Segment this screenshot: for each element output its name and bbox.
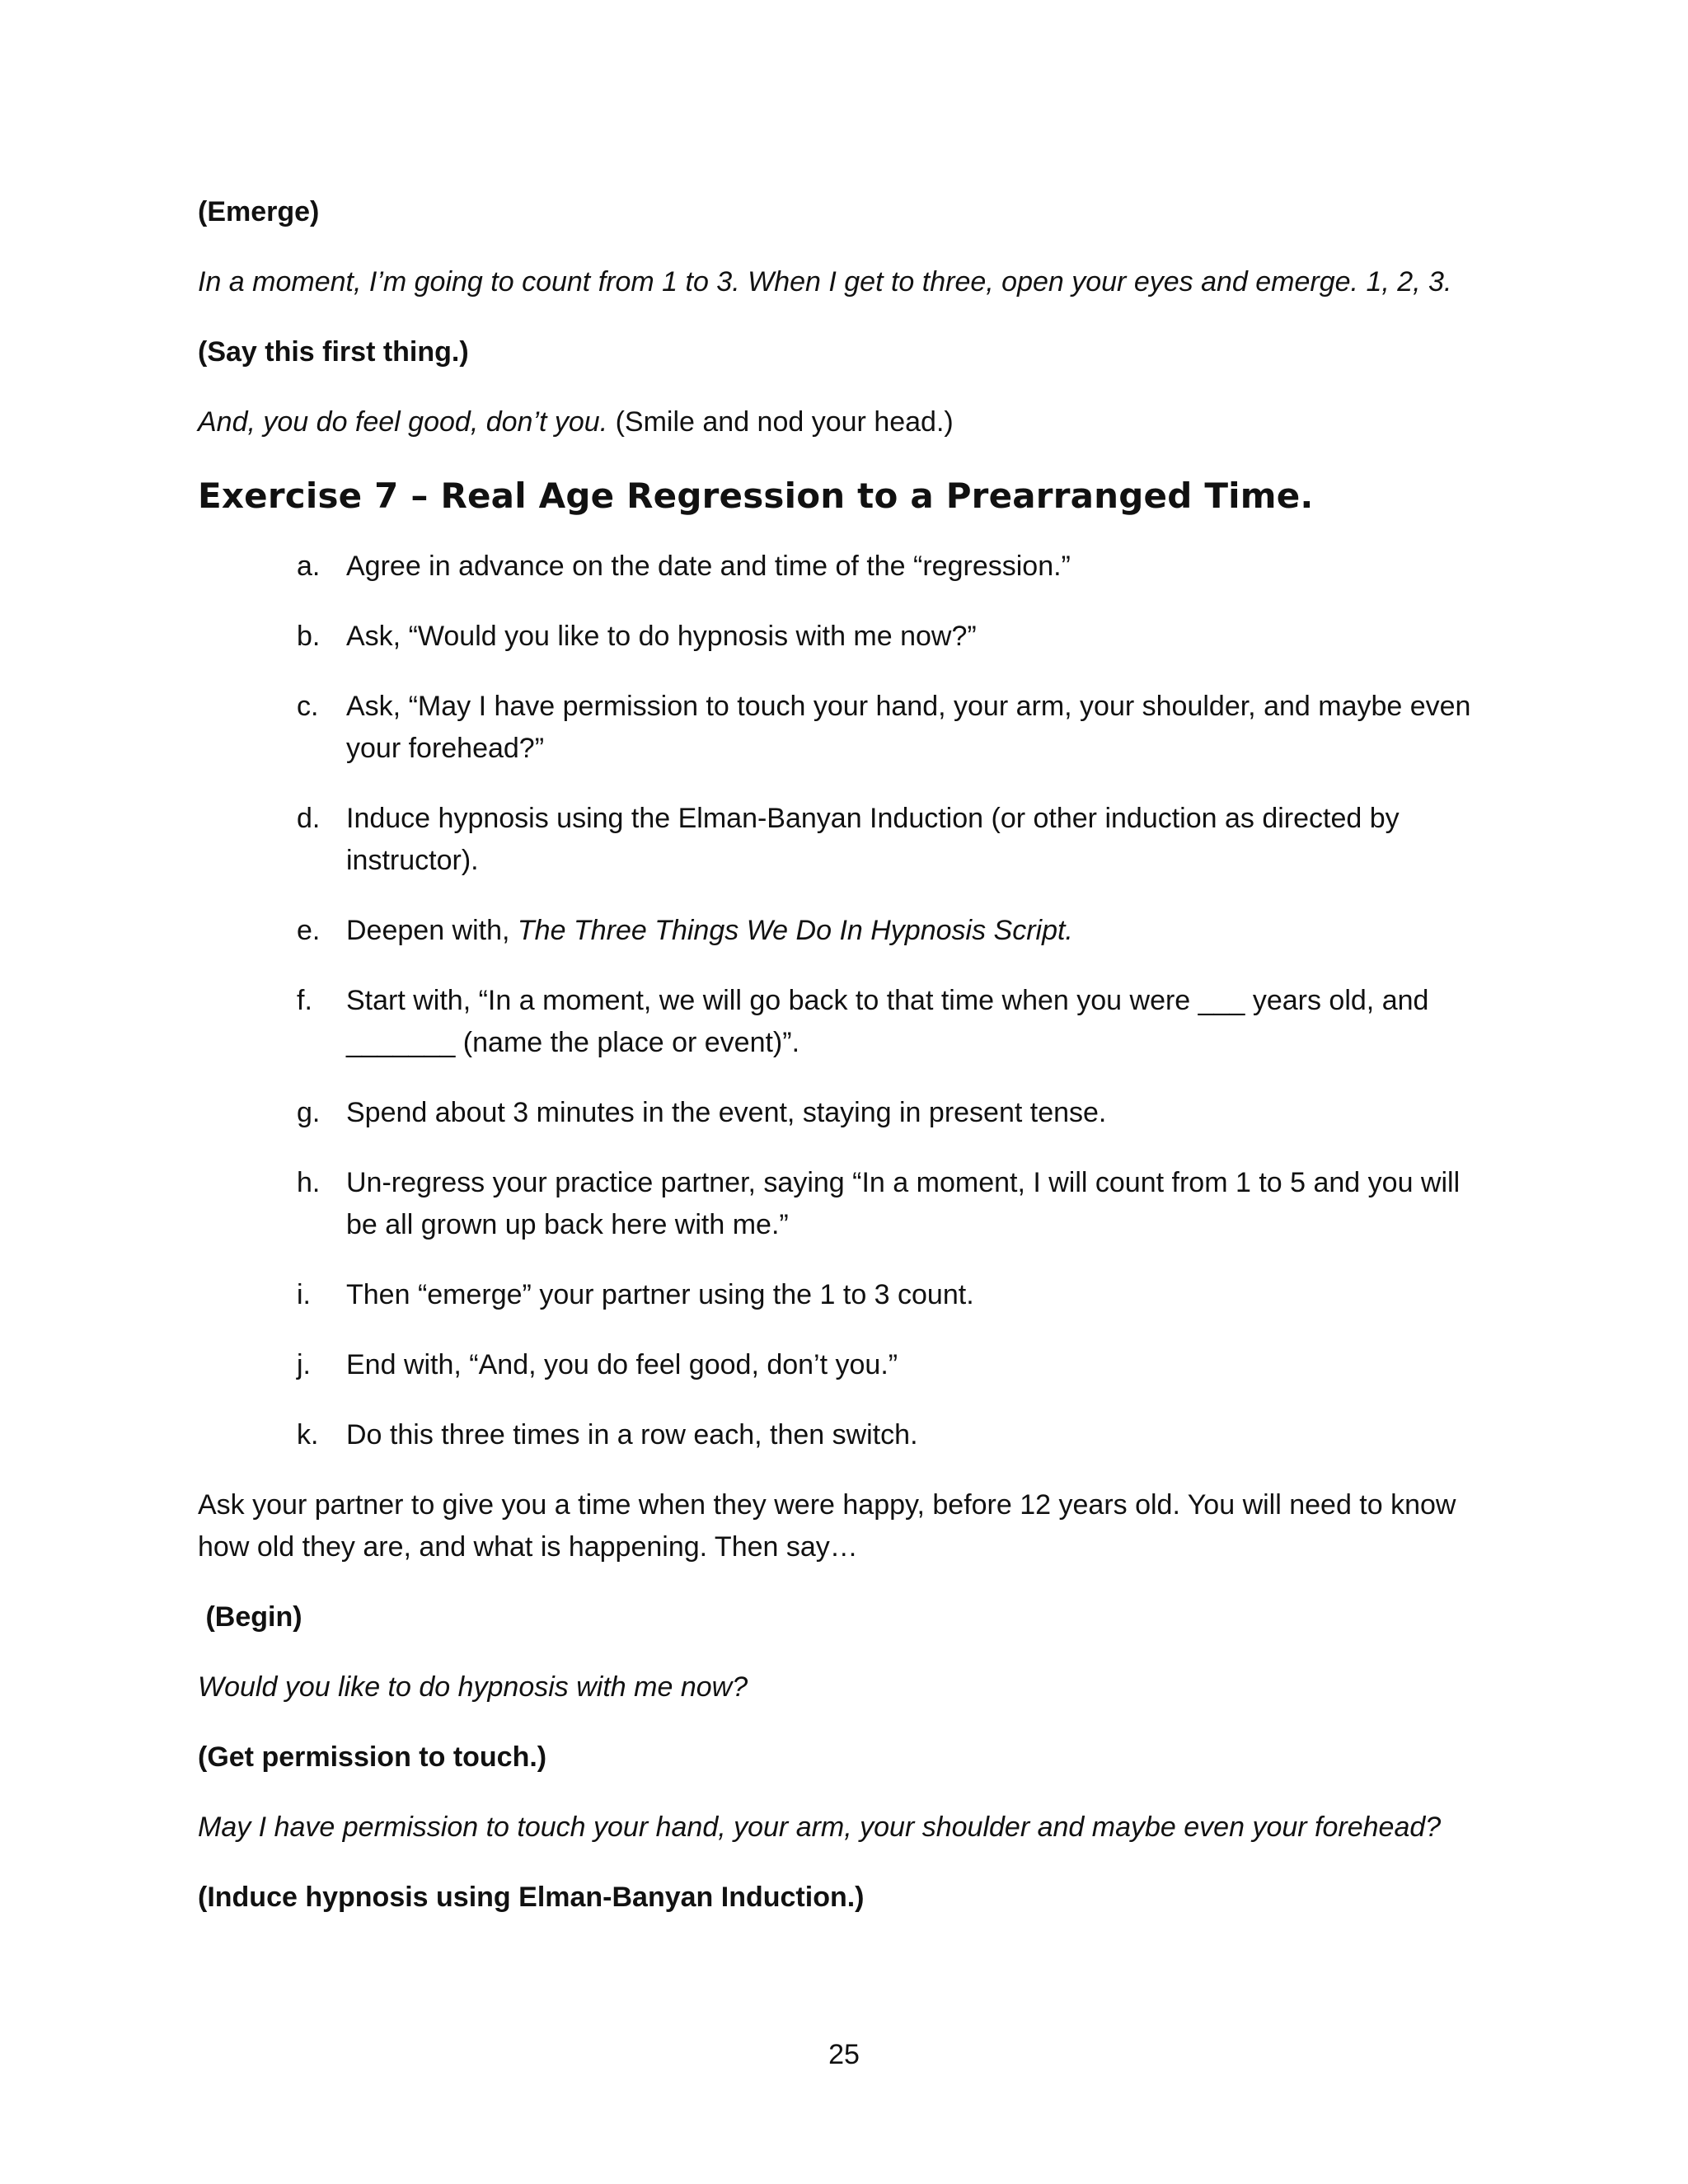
page-number: 25: [828, 2039, 860, 2070]
list-item: [198, 980, 1484, 1064]
list-item: [198, 616, 1484, 658]
list-item-text: Un-regress your practice partner, saying “In a moment, I will count from 1 to 5 and you will be all grown up back here with me.”: [346, 1167, 1461, 1240]
begin-label: (Begin): [198, 1601, 302, 1633]
list-marker: e.: [297, 915, 321, 946]
permission-label: (Get permission to touch.): [198, 1741, 547, 1773]
list-item-text: Ask, “Would you like to do hypnosis with me now?”: [346, 621, 977, 652]
list-item-text: Spend about 3 minutes in the event, staying in present tense.: [346, 1097, 1107, 1128]
ask-partner-paragraph: Ask your partner to give you a time when they were happy, before 12 years old. You will need to know how old they are, and what is happening. Then say…: [198, 1489, 1456, 1563]
list-item: [198, 1414, 1484, 1456]
list-item: [198, 1092, 1484, 1134]
list-item: [198, 686, 1484, 770]
say-first-label: (Say this first thing.): [198, 336, 469, 368]
emerge-label: (Emerge): [198, 196, 320, 227]
list-marker: k.: [297, 1419, 319, 1451]
list-item-text: Agree in advance on the date and time of the “regression.”: [346, 551, 1071, 582]
list-marker: d.: [297, 803, 321, 834]
list-item: [198, 910, 1484, 952]
list-item-text: Ask, “May I have permission to touch your hand, your arm, your shoulder, and maybe even your forehead?”: [346, 691, 1471, 764]
feel-good-note: (Smile and nod your head.): [607, 406, 954, 438]
list-item-text: End with, “And, you do feel good, don’t you.”: [346, 1349, 898, 1380]
script-title: The Three Things We Do In Hypnosis Script.: [517, 915, 1073, 946]
feel-good-script: And, you do feel good, don’t you.: [198, 406, 608, 438]
list-marker: f.: [297, 985, 312, 1016]
list-item: [198, 1274, 1484, 1316]
list-item-text: Start with, “In a moment, we will go back to that time when you were ___ years old, and _______ (name the place or event)”.: [346, 985, 1429, 1058]
list-marker: b.: [297, 621, 321, 652]
page-content: [198, 191, 1484, 1919]
list-item-text: Deepen with,: [346, 915, 518, 946]
list-item-text: Induce hypnosis using the Elman-Banyan Induction (or other induction as directed by instructor).: [346, 803, 1400, 876]
list-item-text: Then “emerge” your partner using the 1 to 3 count.: [346, 1279, 974, 1310]
list-item-text: Do this three times in a row each, then switch.: [346, 1419, 918, 1451]
feel-good-paragraph: [198, 401, 1484, 443]
list-item: [198, 798, 1484, 882]
begin-script: Would you like to do hypnosis with me now?: [198, 1671, 748, 1703]
list-marker: j.: [297, 1349, 311, 1380]
list-marker: h.: [297, 1167, 321, 1198]
permission-script: May I have permission to touch your hand, your arm, your shoulder and maybe even your forehead?: [198, 1811, 1442, 1843]
list-item: [198, 1344, 1484, 1386]
exercise-steps-list: [198, 546, 1484, 1456]
induce-label: (Induce hypnosis using Elman-Banyan Induction.): [198, 1882, 865, 1913]
list-item: [198, 1162, 1484, 1246]
list-marker: i.: [297, 1279, 311, 1310]
emerge-script: In a moment, I’m going to count from 1 to 3. When I get to three, open your eyes and emerge. 1, 2, 3.: [198, 266, 1452, 298]
list-marker: c.: [297, 691, 319, 722]
exercise-title: Exercise 7 – Real Age Regression to a Prearranged Time.: [198, 476, 1314, 516]
list-item: [198, 546, 1484, 588]
list-marker: g.: [297, 1097, 321, 1128]
list-marker: a.: [297, 551, 321, 582]
